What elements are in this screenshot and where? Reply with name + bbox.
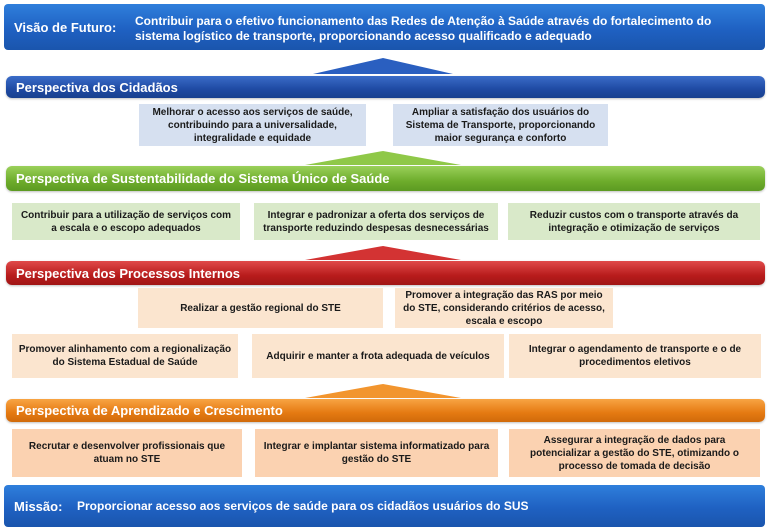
internal-objective-5: Integrar o agendamento de transporte e o de procedimentos eletivos <box>509 334 761 378</box>
perspective-internal-title: Perspectiva dos Processos Internos <box>16 265 240 281</box>
mission-banner <box>4 485 765 527</box>
perspective-citizens-bar <box>6 76 765 98</box>
mission-text: Proporcionar acesso aos serviços de saúde para os cidadãos usuários do SUS <box>77 499 529 513</box>
perspective-sustainability-bar <box>6 166 765 191</box>
internal-objective-2: Promover a integração das RAS por meio do STE, considerando critérios de acesso, escala e escopo <box>395 288 613 328</box>
mission-label: Missão: <box>14 499 63 514</box>
learning-objective-2: Integrar e implantar sistema informatizado para gestão do STE <box>255 429 498 477</box>
vision-banner <box>4 4 765 50</box>
perspective-learning-bar <box>6 399 765 422</box>
vision-text: Contribuir para o efetivo funcionamento das Redes de Atenção à Saúde através do fortalecimento do sistema logístico de transporte, proporcionando acesso qualificado e adequado <box>135 14 712 43</box>
arrow-to-internal <box>305 384 461 398</box>
perspective-citizens-title: Perspectiva dos Cidadãos <box>16 79 178 95</box>
perspective-learning-title: Perspectiva de Aprendizado e Crescimento <box>16 403 283 418</box>
arrow-to-sustainability <box>305 246 461 260</box>
arrow-to-citizens <box>305 151 461 165</box>
internal-objective-3: Promover alinhamento com a regionalização do Sistema Estadual de Saúde <box>12 334 238 378</box>
sustainability-objective-1: Contribuir para a utilização de serviços com a escala e o escopo adequados <box>12 203 240 240</box>
citizens-objective-2: Ampliar a satisfação dos usuários do Sistema de Transporte, proporcionando maior segurança e conforto <box>393 104 608 146</box>
sustainability-objective-2: Integrar e padronizar a oferta dos serviços de transporte reduzindo despesas desnecessárias <box>254 203 498 240</box>
sustainability-objective-3: Reduzir custos com o transporte através da integração e otimização de serviços <box>508 203 760 240</box>
perspective-internal-bar <box>6 261 765 285</box>
arrow-to-vision <box>313 58 453 74</box>
vision-label: Visão de Futuro: <box>14 20 117 35</box>
citizens-objective-1: Melhorar o acesso aos serviços de saúde, contribuindo para a universalidade, integralidade e equidade <box>139 104 366 146</box>
learning-objective-1: Recrutar e desenvolver profissionais que atuam no STE <box>12 429 242 477</box>
perspective-sustainability-title: Perspectiva de Sustentabilidade do Sistema Único de Saúde <box>16 171 390 186</box>
internal-objective-4: Adquirir e manter a frota adequada de veículos <box>252 334 504 378</box>
learning-objective-3: Assegurar a integração de dados para potencializar a gestão do STE, otimizando o processo de tomada de decisão <box>509 429 760 477</box>
internal-objective-1: Realizar a gestão regional do STE <box>138 288 383 328</box>
